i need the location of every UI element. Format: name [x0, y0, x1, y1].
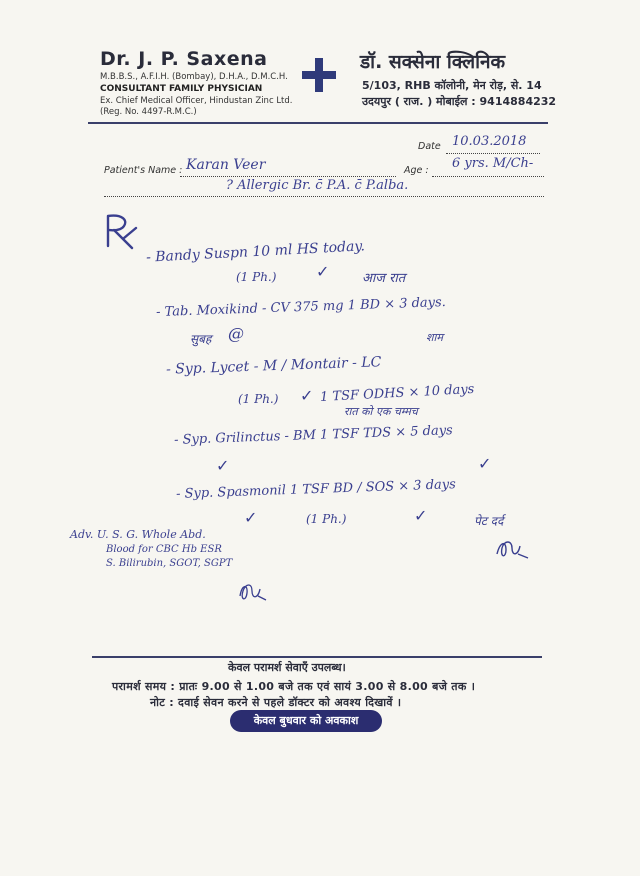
complaint-text: ? Allergic Br. c̄ P.A. c̄ P.alba. — [226, 178, 409, 193]
rx-line: रात को एक चम्मच — [344, 405, 418, 418]
advice-line: S. Bilirubin, SGOT, SGPT — [106, 558, 233, 569]
date-label: Date — [418, 141, 441, 152]
rx-line: (1 Ph.) — [238, 392, 279, 406]
rx-line: 1 TSF ODHS × 10 days — [319, 381, 475, 406]
age-underline — [432, 176, 544, 177]
rx-line: - Tab. Moxikind - CV 375 mg 1 BD × 3 days. — [155, 294, 447, 321]
tick-mark: ✓ — [316, 262, 330, 281]
rx-line: (1 Ph.) — [236, 270, 277, 284]
tick-mark: ✓ — [414, 506, 428, 525]
age-value: 6 yrs. M/Ch- — [452, 156, 534, 171]
closed-day-badge: केवल बुधवार को अवकाश — [230, 710, 382, 732]
doctor-initials — [236, 580, 268, 604]
consultation-only: केवल परामर्श सेवाएँ उपलब्ध। — [228, 661, 346, 674]
advice-line: Adv. U. S. G. Whole Abd. — [70, 528, 206, 541]
advice-line: Blood for CBC Hb ESR — [106, 544, 222, 555]
date-value: 10.03.2018 — [452, 134, 527, 149]
tick-mark: ✓ — [478, 454, 492, 473]
footer-note: नोट : दवाई सेवन करने से पहले डॉक्टर को अवश्य दिखावें । — [150, 696, 402, 709]
header-divider — [88, 122, 548, 124]
tick-mark: ✓ — [216, 456, 230, 475]
rx-icon — [102, 212, 146, 252]
rx-line: सुबह — [190, 332, 212, 346]
doctor-past-role: Ex. Chief Medical Officer, Hindustan Zinc Ltd. — [100, 96, 293, 106]
footer-divider — [92, 656, 542, 658]
clinic-name: डॉ. सक्सेना क्लिनिक — [360, 51, 506, 73]
clinic-city-phone: उदयपुर ( राज. ) मोबाईल : 9414884232 — [362, 95, 557, 108]
tick-mark: ✓ — [244, 508, 258, 527]
patient-name-label: Patient's Name : — [104, 165, 183, 176]
clinic-address: 5/103, RHB कॉलोनी, मेन रोड़, से. 14 — [362, 79, 542, 92]
rx-line: - Syp. Lycet - M / Montair - LC — [165, 354, 382, 378]
tick-mark: ✓ — [300, 386, 314, 405]
rx-line: आज रात — [362, 271, 406, 286]
doctor-title: CONSULTANT FAMILY PHYSICIAN — [100, 84, 263, 94]
consultation-hours: परामर्श समय : प्रातः 9.00 से 1.00 बजे तक एवं सायं 3.00 से 8.00 बजे तक । — [112, 680, 476, 693]
rx-line: - Syp. Spasmonil 1 TSF BD / SOS × 3 days — [175, 477, 457, 502]
rx-line: पेट दर्द — [474, 514, 504, 528]
doctor-signature — [494, 536, 530, 562]
rx-line: - Bandy Suspn 10 ml HS today. — [145, 238, 366, 266]
rx-line: - Syp. Grilinctus - BM 1 TSF TDS × 5 days — [173, 423, 453, 448]
doctor-qualifications: M.B.B.S., A.F.I.H. (Bombay), D.H.A., D.M.C.H. — [100, 72, 288, 82]
rx-line: (1 Ph.) — [306, 512, 347, 526]
date-underline — [446, 153, 540, 154]
doctor-registration: (Reg. No. 4497-R.M.C.) — [100, 107, 197, 117]
patient-name-value: Karan Veer — [186, 157, 266, 173]
patient-name-underline — [180, 176, 396, 177]
rx-symbol-at: @ — [228, 324, 244, 343]
age-label: Age : — [404, 165, 429, 176]
medical-cross-icon — [302, 58, 336, 92]
doctor-name: Dr. J. P. Saxena — [100, 48, 268, 70]
rx-line: शाम — [426, 331, 443, 344]
complaint-underline — [104, 196, 544, 197]
